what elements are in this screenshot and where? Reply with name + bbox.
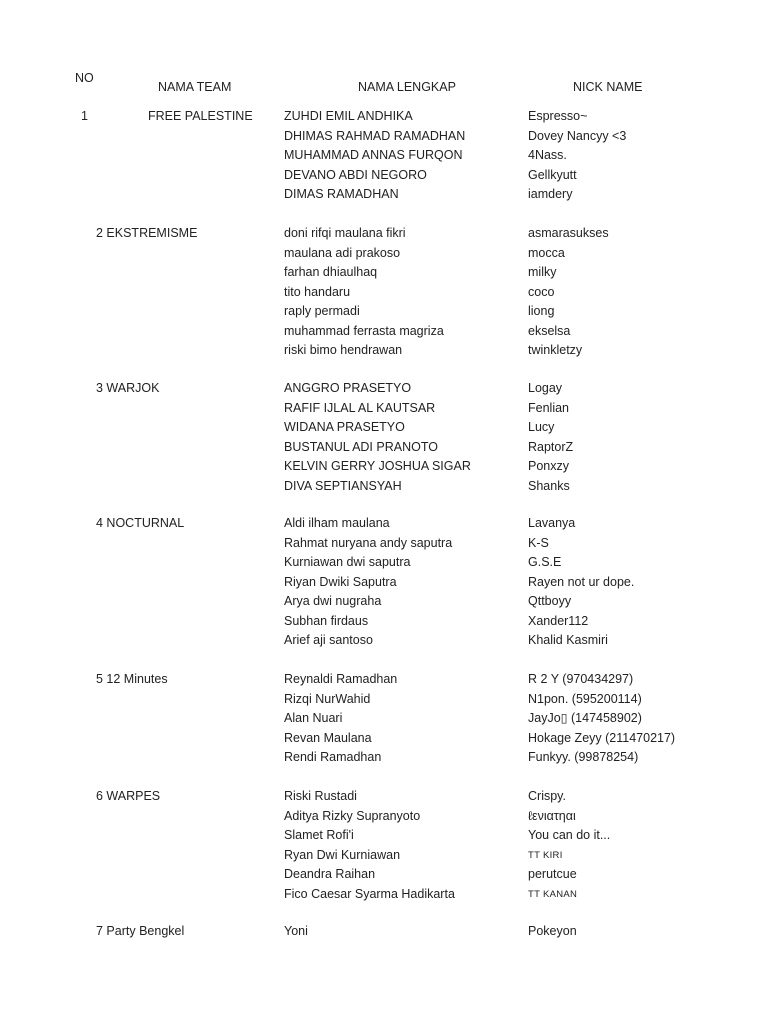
member-row (0, 107, 768, 127)
member-list (0, 670, 768, 768)
member-nick-name: Qttboyy (528, 594, 572, 608)
header-no: NO (75, 71, 94, 85)
member-nick-name: TT KANAN (528, 888, 578, 900)
member-row (0, 885, 768, 905)
member-nick-name: liong (528, 304, 555, 318)
member-full-name: DIMAS RAMADHAN (284, 187, 399, 201)
member-row (0, 127, 768, 147)
member-row (0, 534, 768, 554)
member-row (0, 729, 768, 749)
member-row (0, 146, 768, 166)
member-row (0, 826, 768, 846)
member-row (0, 263, 768, 283)
team-number: 1 (81, 109, 88, 123)
member-nick-name: twinkletzy (528, 343, 583, 357)
member-nick-name: Fenlian (528, 400, 569, 415)
member-nick-name: Dovey Nancyy <3 (528, 128, 627, 143)
member-nick-name: Lavanya (528, 516, 576, 530)
member-full-name: Yoni (284, 924, 308, 938)
member-nick-name: RaptorZ (528, 439, 574, 454)
member-full-name: muhammad ferrasta magriza (284, 323, 444, 338)
member-nick-name: Hokage Zeyy (211470217) (528, 730, 676, 745)
team-label: 5 12 Minutes (96, 672, 168, 686)
member-nick-name: K-S (528, 535, 549, 550)
team-label: 6 WARPES (96, 789, 161, 803)
member-full-name: doni rifqi maulana fikri (284, 226, 406, 240)
member-list (0, 107, 768, 205)
member-full-name: Alan Nuari (284, 711, 343, 725)
member-row (0, 670, 768, 690)
member-list (0, 224, 768, 361)
member-full-name: Riski Rustadi (284, 789, 357, 803)
member-full-name: Rahmat nuryana andy saputra (284, 535, 453, 550)
member-full-name: tito handaru (284, 284, 351, 299)
member-row (0, 283, 768, 303)
member-full-name: Deandra Raihan (284, 867, 376, 881)
header-nick-name: NICK NAME (573, 80, 643, 94)
member-full-name: ANGGRO PRASETYO (284, 381, 412, 395)
member-row (0, 922, 768, 942)
member-full-name: DHIMAS RAHMAD RAMADHAN (284, 128, 466, 143)
member-full-name: raply permadi (284, 304, 360, 318)
member-full-name: Slamet Rofi'i (284, 828, 354, 842)
member-row (0, 865, 768, 885)
member-row (0, 553, 768, 573)
member-nick-name: Crispy. (528, 789, 566, 803)
member-nick-name: Gellkyutt (528, 167, 577, 182)
member-nick-name: ekselsa (528, 323, 571, 338)
member-list (0, 787, 768, 904)
member-nick-name: Rayen not ur dope. (528, 574, 635, 589)
member-nick-name: R 2 Y (970434297) (528, 672, 634, 686)
member-row (0, 477, 768, 497)
member-row (0, 709, 768, 729)
header-team-name: NAMA TEAM (158, 80, 232, 94)
member-full-name: DIVA SEPTIANSYAH (284, 478, 402, 493)
member-nick-name: N1pon. (595200114) (528, 691, 642, 706)
member-row (0, 807, 768, 827)
member-full-name: Ryan Dwi Kurniawan (284, 847, 401, 862)
member-row (0, 302, 768, 322)
team-name: FREE PALESTINE (148, 109, 253, 123)
member-row (0, 438, 768, 458)
member-full-name: farhan dhiaulhaq (284, 265, 378, 279)
member-row (0, 748, 768, 768)
member-nick-name: Xander112 (528, 613, 589, 628)
member-row (0, 690, 768, 710)
member-nick-name: Funkyy. (99878254) (528, 750, 639, 764)
member-row (0, 573, 768, 593)
member-row (0, 399, 768, 419)
member-full-name: Fico Caesar Syarma Hadikarta (284, 886, 455, 901)
member-nick-name: iamdery (528, 187, 573, 201)
member-nick-name: milky (528, 265, 557, 279)
member-list (0, 514, 768, 651)
member-full-name: maulana adi prakoso (284, 245, 401, 260)
member-full-name: Arya dwi nugraha (284, 594, 382, 608)
member-row (0, 787, 768, 807)
member-full-name: ZUHDI EMIL ANDHIKA (284, 109, 413, 123)
member-nick-name: asmarasukses (528, 226, 609, 240)
member-full-name: BUSTANUL ADI PRANOTO (284, 439, 438, 454)
member-full-name: MUHAMMAD ANNAS FURQON (284, 148, 463, 162)
member-row (0, 379, 768, 399)
member-nick-name: Ponxzy (528, 459, 569, 473)
member-full-name: WIDANA PRASETYO (284, 420, 405, 434)
header-full-name: NAMA LENGKAP (358, 80, 456, 94)
member-nick-name: mocca (528, 245, 565, 260)
member-row (0, 592, 768, 612)
member-full-name: KELVIN GERRY JOSHUA SIGAR (284, 459, 471, 473)
member-full-name: RAFIF IJLAL AL KAUTSAR (284, 400, 436, 415)
member-full-name: Arief aji santoso (284, 633, 373, 647)
member-nick-name: TT KIRI (528, 849, 563, 861)
team-label: 3 WARJOK (96, 381, 160, 395)
member-row (0, 631, 768, 651)
team-label: 7 Party Bengkel (96, 924, 185, 938)
member-list (0, 379, 768, 496)
member-nick-name: Khalid Kasmiri (528, 633, 608, 647)
member-full-name: Rizqi NurWahid (284, 691, 371, 706)
member-nick-name: You can do it... (528, 828, 611, 842)
member-nick-name: Pokeyon (528, 924, 577, 938)
member-nick-name: perutcue (528, 867, 577, 881)
member-row (0, 418, 768, 438)
team-label: 4 NOCTURNAL (96, 516, 185, 530)
member-nick-name: 4Nass. (528, 148, 567, 162)
member-nick-name: Logay (528, 381, 563, 395)
team-label: 2 EKSTREMISME (96, 226, 198, 240)
member-full-name: riski bimo hendrawan (284, 343, 403, 357)
member-full-name: Riyan Dwiki Saputra (284, 574, 397, 589)
member-row (0, 224, 768, 244)
member-nick-name: Lucy (528, 420, 555, 434)
member-full-name: Rendi Ramadhan (284, 750, 382, 764)
member-row (0, 457, 768, 477)
member-row (0, 244, 768, 264)
member-row (0, 322, 768, 342)
member-nick-name: coco (528, 284, 555, 299)
member-row (0, 185, 768, 205)
member-full-name: Reynaldi Ramadhan (284, 672, 398, 686)
member-row (0, 612, 768, 632)
member-full-name: Aditya Rizky Supranyoto (284, 808, 421, 823)
member-nick-name: Espresso~ (528, 109, 588, 123)
member-row (0, 514, 768, 534)
member-nick-name: JayJo▯ (147458902) (528, 711, 642, 725)
member-nick-name: G.S.E (528, 555, 562, 569)
member-full-name: Kurniawan dwi saputra (284, 555, 411, 569)
member-full-name: Aldi ilham maulana (284, 516, 390, 530)
member-nick-name: ℓενιατηαι (528, 808, 576, 823)
member-row (0, 166, 768, 186)
member-full-name: Revan Maulana (284, 730, 372, 745)
member-row (0, 341, 768, 361)
member-row (0, 846, 768, 866)
member-full-name: DEVANO ABDI NEGORO (284, 167, 427, 182)
member-list (0, 922, 768, 942)
member-full-name: Subhan firdaus (284, 613, 369, 628)
member-nick-name: Shanks (528, 478, 570, 493)
